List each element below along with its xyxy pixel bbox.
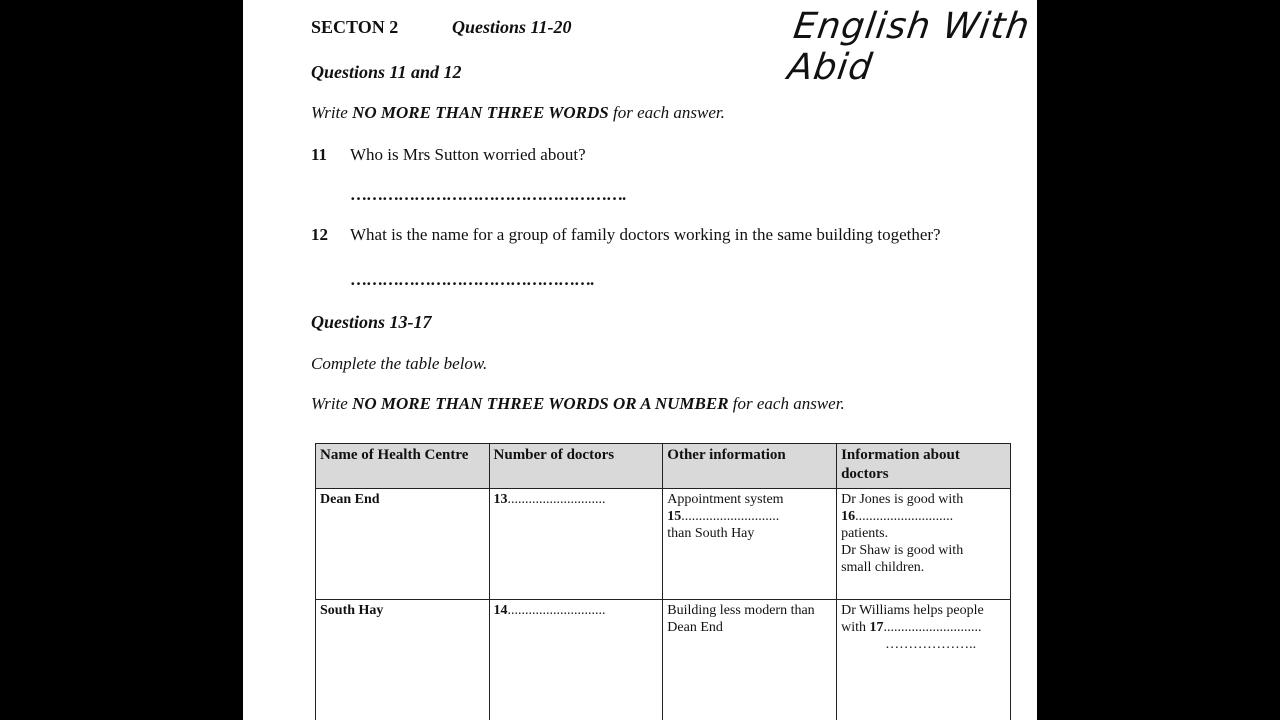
question-11-answer-line[interactable]: ……………………………………………. [350,185,626,204]
gap-17-answer-continued[interactable]: ……………….. [885,637,977,652]
info-line-1: Dr Williams helps people [841,603,984,618]
part2-heading: Questions 13-17 [311,312,432,332]
gap-16-answer[interactable]: ............................ [855,509,954,524]
cell-doctors [489,489,663,600]
info-line-5: small children. [841,560,925,575]
gap-14-answer[interactable]: ............................ [507,603,606,618]
instruction2-pre: Write [311,394,353,413]
header-other-information: Other information [663,444,837,489]
table-row [316,489,1011,600]
instruction-pre: Write [311,103,353,122]
gap-17-prefix: with [841,620,870,635]
gap-13-number: 13 [493,492,508,507]
question-12-text: What is the name for a group of family doctors working in the same building together? [350,225,941,244]
other-line-3: than South Hay [667,526,755,541]
instruction2-post: for each answer. [728,394,845,413]
cell-other-info [663,489,837,600]
gap-13-answer[interactable]: ............................ [507,492,606,507]
part2-instruction1: Complete the table below. [311,354,488,373]
other-line-1: Building less modern than [667,603,815,618]
worksheet-page [243,0,1037,720]
cell-other-info [663,600,837,720]
gap-16 [841,508,1006,525]
gap-15-number: 15 [667,509,682,524]
table-header-row [316,444,1011,489]
gap-17-answer[interactable]: ............................ [883,620,982,635]
gap-15-answer[interactable]: ............................ [681,509,780,524]
question-12-answer-line[interactable]: ………………………………………. [350,270,594,289]
questions-range: Questions 11-20 [452,17,572,37]
table-row [316,600,1011,720]
info-line-4: Dr Shaw is good with [841,543,964,558]
question-12-number: 12 [311,225,328,244]
header-number-of-doctors: Number of doctors [489,444,663,489]
cell-doctor-info [837,600,1011,720]
gap-14-number: 14 [493,603,508,618]
other-line-1: Appointment system [667,492,784,507]
gap-16-number: 16 [841,509,856,524]
part1-heading: Questions 11 and 12 [311,62,462,82]
header-information-about-doctors: Information about doctors [837,444,1011,489]
question-11-text: Who is Mrs Sutton worried about? [350,145,586,164]
instruction2-bold: NO MORE THAN THREE WORDS OR A NUMBER [352,394,729,413]
cell-centre-name: South Hay [316,600,490,720]
part1-instruction [311,103,725,123]
other-line-2: Dean End [667,620,723,635]
gap-15 [667,508,832,525]
brand-watermark: English With Abid [785,6,1033,88]
gap-17 [841,619,1006,636]
instruction-bold: NO MORE THAN THREE WORDS [352,103,609,122]
header-health-centre: Name of Health Centre [316,444,490,489]
instruction-post: for each answer. [608,103,725,122]
cell-doctors [489,600,663,720]
question-11-number: 11 [311,145,328,164]
health-centre-table [315,443,1011,720]
cell-centre-name: Dean End [316,489,490,600]
info-line-3: patients. [841,526,889,541]
info-line-1: Dr Jones is good with [841,492,964,507]
cell-doctor-info [837,489,1011,600]
part2-instruction2 [311,394,845,414]
gap-17-number: 17 [869,620,884,635]
section-label: SECTON 2 [311,17,399,37]
